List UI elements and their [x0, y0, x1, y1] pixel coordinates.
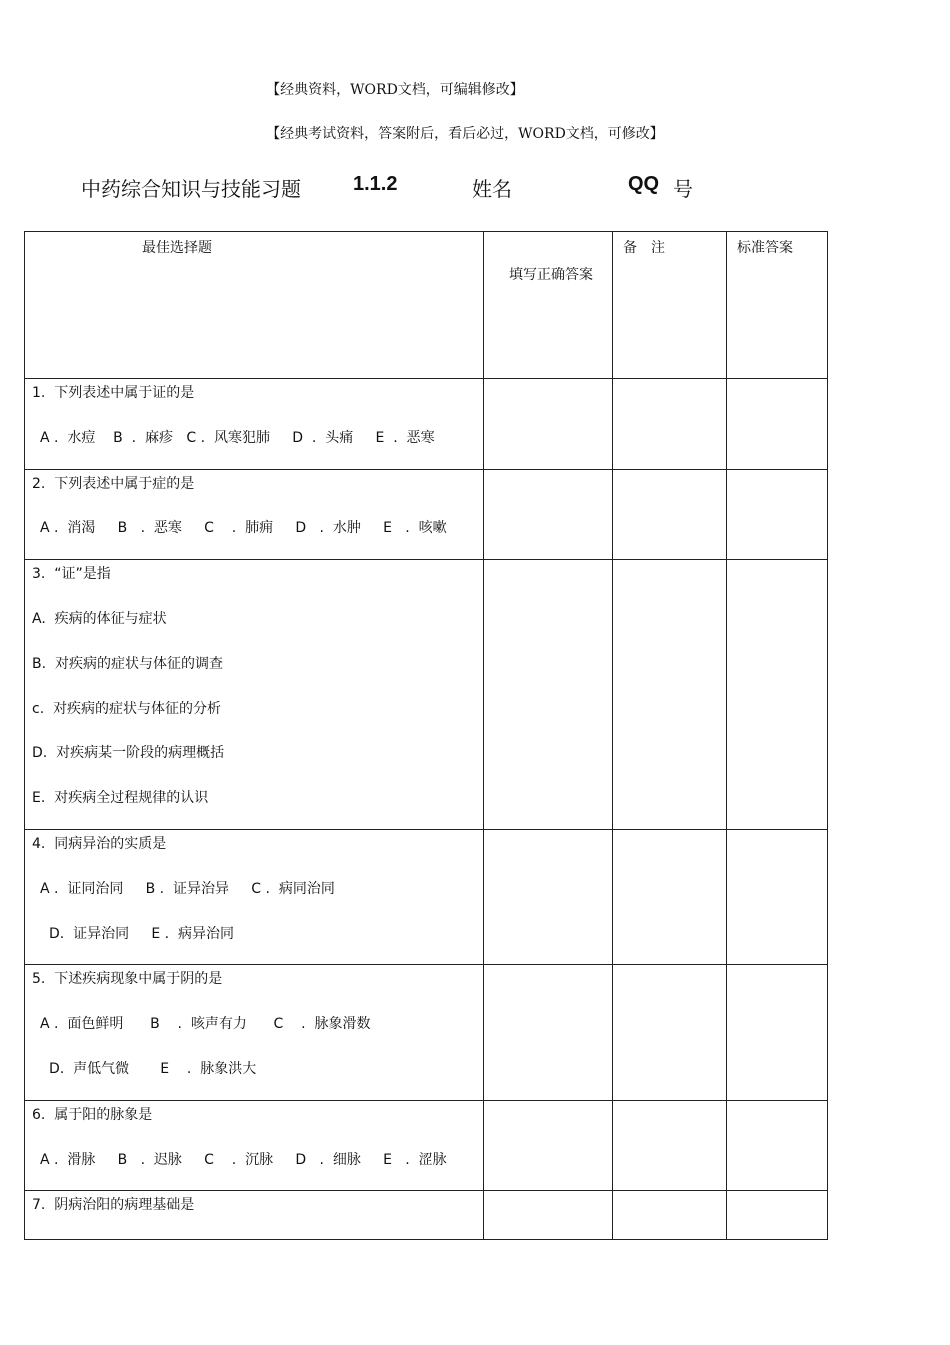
- question-options: D. 声低气微 E . 脉象洪大: [49, 1060, 257, 1077]
- qq-suffix-label: 号: [673, 177, 693, 201]
- question-option: c. 对疾病的症状与体征的分析: [32, 700, 222, 717]
- header-question-label: 最佳选择题: [142, 240, 212, 256]
- note-cell[interactable]: [613, 829, 727, 964]
- title-row: [0, 173, 950, 203]
- answer-fill-cell[interactable]: [484, 1100, 613, 1191]
- note-cell[interactable]: [613, 560, 727, 830]
- question-option: B. 对疾病的症状与体征的调查: [32, 655, 223, 672]
- question-cell: [25, 469, 484, 560]
- question-option: D. 对疾病某一阶段的病理概括: [32, 745, 225, 762]
- note-cell[interactable]: [613, 1191, 727, 1240]
- answer-fill-cell[interactable]: [484, 469, 613, 560]
- answer-fill-cell[interactable]: [484, 379, 613, 470]
- question-option: A. 疾病的体征与症状: [32, 610, 167, 627]
- standard-answer-cell: [727, 965, 828, 1100]
- question-options: A . 证同治同 B . 证异治异 C . 病同治同: [40, 880, 335, 897]
- table-row: [25, 469, 828, 560]
- standard-answer-cell: [727, 1100, 828, 1191]
- answer-fill-cell[interactable]: [484, 829, 613, 964]
- table-row: [25, 560, 828, 830]
- answer-fill-cell[interactable]: [484, 560, 613, 830]
- quiz-table: [24, 231, 828, 1240]
- exercise-number: 1.1.2: [353, 173, 398, 195]
- answer-fill-cell[interactable]: [484, 965, 613, 1100]
- table-row: [25, 965, 828, 1100]
- standard-answer-cell: [727, 1191, 828, 1240]
- question-stem: 2. 下列表述中属于症的是: [32, 475, 195, 492]
- question-stem: 4. 同病异治的实质是: [32, 835, 167, 852]
- question-cell: [25, 1100, 484, 1191]
- table-row: [25, 829, 828, 964]
- header-standard-cell: [727, 232, 828, 379]
- standard-answer-cell: [727, 469, 828, 560]
- standard-answer-cell: [727, 829, 828, 964]
- header-note-cell: [613, 232, 727, 379]
- question-options: A . 面色鲜明 B . 咳声有力 C . 脉象滑数: [40, 1016, 371, 1033]
- page-title: 中药综合知识与技能习题: [81, 177, 301, 201]
- header-fill-label: 填写正确答案: [509, 267, 593, 283]
- question-options: A . 水痘 B . 麻疹 C . 风寒犯肺 D . 头痛 E . 恶寒: [40, 429, 435, 446]
- question-stem: 7. 阴病治阳的病理基础是: [32, 1197, 195, 1214]
- standard-answer-cell: [727, 560, 828, 830]
- question-cell: [25, 829, 484, 964]
- standard-answer-cell: [727, 379, 828, 470]
- question-stem: 3. “证”是指: [32, 566, 111, 583]
- table-row: [25, 1191, 828, 1240]
- header-note-label: 备 注: [623, 240, 665, 256]
- question-option: E. 对疾病全过程规律的认识: [32, 790, 209, 807]
- question-stem: 1. 下列表述中属于证的是: [32, 385, 195, 401]
- question-cell: [25, 560, 484, 830]
- header-question-cell: [25, 232, 484, 379]
- table-row: [25, 1100, 828, 1191]
- answer-fill-cell[interactable]: [484, 1191, 613, 1240]
- question-stem: 6. 属于阳的脉象是: [32, 1106, 153, 1123]
- note-cell[interactable]: [613, 965, 727, 1100]
- table-row: [25, 379, 828, 470]
- question-cell: [25, 1191, 484, 1240]
- note-cell[interactable]: [613, 1100, 727, 1191]
- note-cell[interactable]: [613, 469, 727, 560]
- qq-label: QQ: [628, 173, 660, 195]
- question-stem: 5. 下述疾病现象中属于阴的是: [32, 971, 223, 988]
- header-standard-label: 标准答案: [737, 240, 793, 256]
- question-options: A . 消渴 B . 恶寒 C . 肺痈 D . 水肿 E . 咳嗽: [40, 520, 447, 537]
- header-banner-2: 【经典考试资料，答案附后，看后必过，WORD文档，可修改】: [266, 126, 664, 142]
- header-banner-1: 【经典资料，WORD文档，可编辑修改】: [266, 82, 524, 98]
- question-options: D. 证异治同 E . 病异治同: [49, 925, 235, 942]
- name-label: 姓名: [472, 177, 512, 201]
- table-header-row: [25, 232, 828, 379]
- header-fill-cell: [484, 232, 613, 379]
- question-cell: [25, 965, 484, 1100]
- question-cell: [25, 379, 484, 470]
- note-cell[interactable]: [613, 379, 727, 470]
- question-options: A . 滑脉 B . 迟脉 C . 沉脉 D . 细脉 E . 涩脉: [40, 1151, 447, 1168]
